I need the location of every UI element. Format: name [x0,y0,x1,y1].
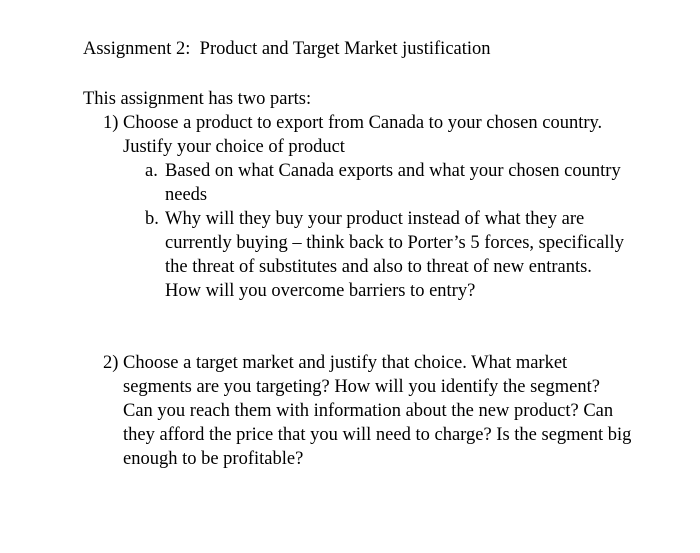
part-2-marker: 2) [103,353,119,373]
part-1-text: Choose a product to export from Canada to your chosen country. Justify your choice of product [123,113,603,157]
subitem-b-marker: b. [145,209,159,229]
subitem-b-text: Why will they buy your product instead of what they are currently buying – think back to Porter’s 5 forces, specifically the threat of substitutes and also to threat of new entrants. How will you overcome barriers to entry? [165,209,624,301]
part-1-marker: 1) [103,113,119,133]
assignment-intro: This assignment has two parts: [83,89,312,109]
assignment-title: Assignment 2: Product and Target Market justification [83,39,491,59]
part-2-item [103,351,633,471]
subitem-a-marker: a. [145,161,158,181]
subitem-a-text: Based on what Canada exports and what your chosen country needs [165,161,621,205]
part-1-subitem-a [145,159,625,207]
part-1-item [103,111,623,159]
part-1-subitem-b [145,207,625,303]
part-2-text: Choose a target market and justify that choice. What market segments are you targeting? How will you identify the segment? Can you reach them with information about the new product? Can they afford the price that you will need to charge? Is the segment big enough to be profitable? [123,353,632,469]
